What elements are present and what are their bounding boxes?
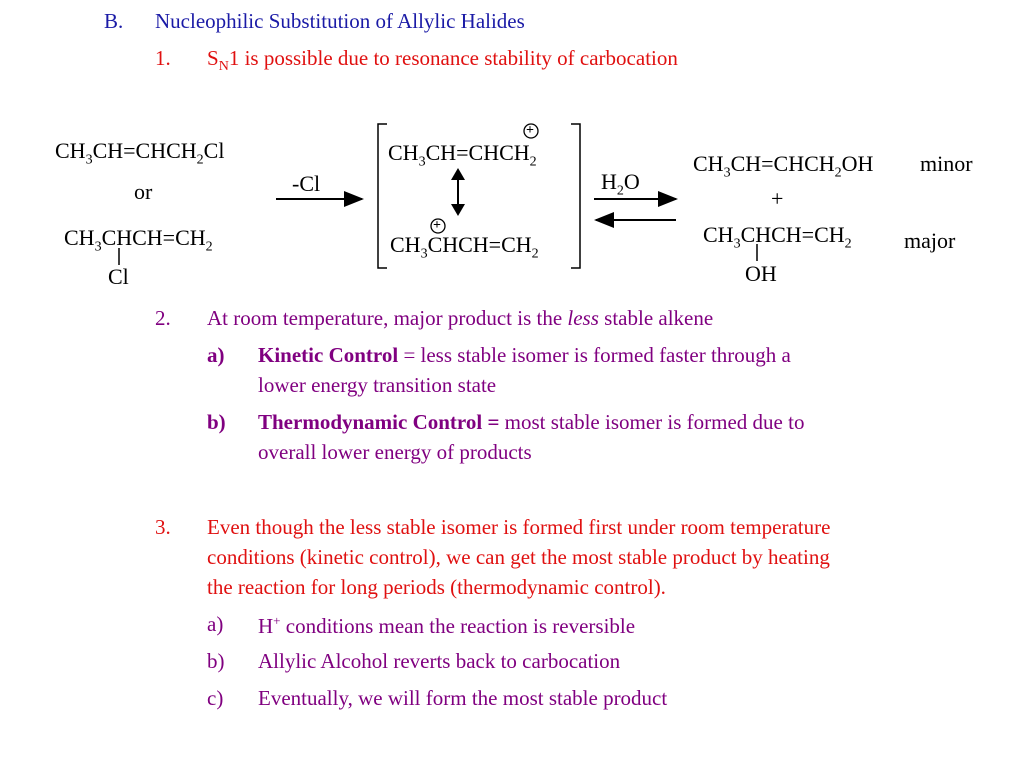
point3c-text: Eventually, we will form the most stable product — [258, 686, 668, 710]
point2-number: 2. — [155, 306, 171, 330]
reactant-allyl-chloride: $CH_3CH=CHCH_2Cl$ — [55, 138, 225, 168]
point2b-line1: Thermodynamic Control = most stable isomer is formed due to — [258, 410, 805, 434]
product-primary-alcohol: $CH_3CH=CHCH_2OH$ — [693, 151, 874, 181]
sn-s: S — [207, 46, 219, 70]
point3b-label: b) — [207, 649, 225, 673]
product2-hydroxyl: OH — [745, 261, 777, 286]
thermodynamic-control-term: Thermodynamic Control = — [258, 410, 500, 434]
point1-number: 1. — [155, 46, 171, 70]
sn-subscript: N — [218, 59, 229, 75]
point3-line3: the reaction for long periods (thermodynamic control). — [207, 575, 666, 599]
point3a-text: H+ conditions mean the reaction is reversible — [258, 613, 636, 638]
left-bracket — [378, 124, 387, 268]
resonance-arrow-bottom — [451, 204, 465, 216]
product2-tag: major — [904, 228, 956, 253]
charge-plus-2: + — [433, 218, 441, 233]
cation-primary: $CH_3CH=CHCH_2$ — [388, 140, 537, 170]
charge-plus-1: + — [526, 123, 534, 138]
section-letter: B. — [104, 9, 124, 33]
point3-number: 3. — [155, 515, 171, 539]
point1-rest: 1 is possible due to resonance stability of carbocation — [228, 46, 678, 70]
point2b-label: b) — [207, 410, 226, 434]
cation-secondary: $CH_3CHCH=CH_2$ — [390, 232, 539, 262]
point3c-label: c) — [207, 686, 224, 710]
emphasis-less: less — [567, 306, 599, 330]
point2a-line1: Kinetic Control = less stable isomer is formed faster through a — [258, 343, 791, 367]
point2a-line2: lower energy transition state — [258, 373, 497, 397]
product1-tag: minor — [920, 151, 973, 176]
point3a-label: a) — [207, 612, 224, 636]
or-label: or — [134, 179, 153, 204]
arrow-label-leaving-group: -Cl — [292, 171, 321, 196]
resonance-arrow-top — [451, 168, 465, 180]
point3-line2: conditions (kinetic control), we can get the most stable product by heating — [207, 545, 830, 569]
section-title: Nucleophilic Substitution of Allylic Halides — [155, 9, 525, 33]
kinetic-control-term: Kinetic Control — [258, 343, 399, 367]
reagent-water: $H_2O$ — [601, 169, 640, 199]
reactant-secondary-chloride: $CH_3CHCH=CH_2$ — [64, 225, 213, 255]
point2a-label: a) — [207, 343, 225, 367]
reactant2-chlorine: Cl — [108, 264, 129, 289]
right-bracket — [571, 124, 580, 268]
plus-sign: + — [771, 186, 784, 211]
point2b-line2: overall lower energy of products — [258, 440, 532, 464]
product-secondary-alcohol: $CH_3CHCH=CH_2$ — [703, 222, 852, 252]
point3b-text: Allylic Alcohol reverts back to carbocation — [258, 649, 621, 673]
point3-line1: Even though the less stable isomer is formed first under room temperature — [207, 515, 831, 539]
point2-text: At room temperature, major product is the less stable alkene — [207, 306, 714, 330]
